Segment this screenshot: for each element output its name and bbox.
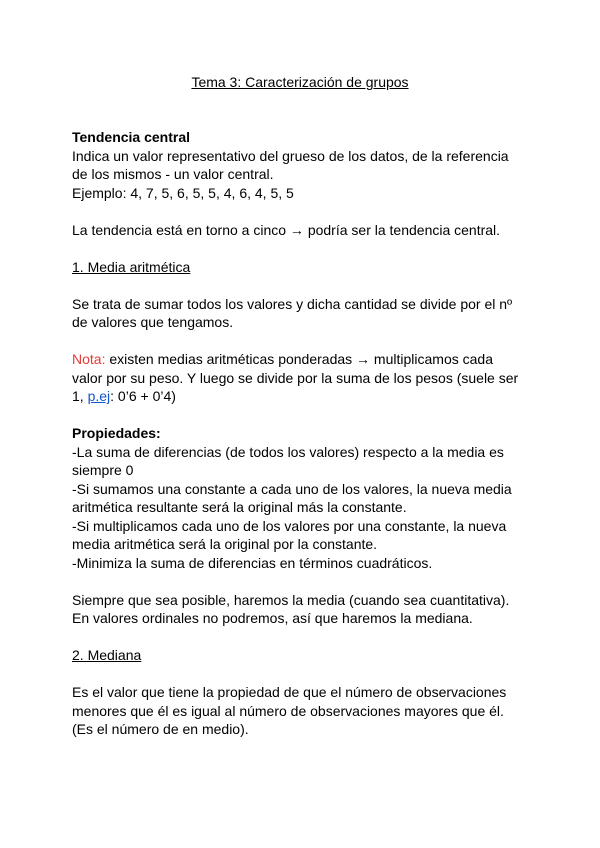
section-heading-propiedades: Propiedades: — [72, 425, 161, 441]
note-text: : 0’6 + 0’4) — [110, 388, 176, 404]
note-line — [72, 387, 532, 406]
property-line: -Si sumamos una constante a cada uno de los valores, la nueva media — [72, 480, 512, 497]
paragraph-line: Es el valor que tiene la propiedad de que el número de observaciones — [72, 684, 507, 700]
property-line: -Si multiplicamos cada uno de los valores por una constante, la nueva — [72, 517, 507, 534]
paragraph-line: de los mismos - un valor central. — [72, 166, 274, 182]
property-line: media aritmética será la original por la constante. — [72, 536, 378, 552]
property-line: siempre 0 — [72, 462, 134, 478]
paragraph-line: (Es el número de en medio). — [72, 721, 249, 737]
section-heading-tendencia: Tendencia central — [72, 129, 191, 145]
paragraph-line: En valores ordinales no podremos, así que haremos la mediana. — [72, 610, 473, 626]
pej-link[interactable]: p.ej — [87, 388, 111, 404]
example-line: Ejemplo: 4, 7, 5, 6, 5, 5, 4, 6, 4, 5, 5 — [72, 184, 294, 201]
note-line: valor por su peso. Y luego se divide por la suma de los pesos (suele ser — [72, 369, 519, 386]
paragraph-line: Se trata de sumar todos los valores y dicha cantidad se divide por el nº — [72, 295, 513, 312]
paragraph-line: de valores que tengamos. — [72, 314, 234, 330]
document-title: Tema 3: Caracterización de grupos — [191, 74, 409, 90]
section-heading-media: 1. Media aritmética — [72, 258, 191, 275]
document-body — [72, 128, 532, 739]
note-text: 1, — [72, 388, 88, 404]
paragraph-line: La tendencia está en torno a cinco → podría ser la tendencia central. — [72, 221, 501, 238]
note-text: existen medias aritméticas ponderadas → multiplicamos cada — [105, 351, 493, 367]
property-line: -Minimiza la suma de diferencias en términos cuadráticos. — [72, 554, 433, 571]
property-line: aritmética resultante será la original más la constante. — [72, 499, 407, 515]
paragraph-line: Siempre que sea posible, haremos la media (cuando sea cuantitativa). — [72, 591, 510, 608]
paragraph-line: Indica un valor representativo del grueso de los datos, de la referencia — [72, 147, 509, 164]
paragraph-line: menores que él es igual al número de observaciones mayores que él. — [72, 702, 504, 719]
property-line: -La suma de diferencias (de todos los valores) respecto a la media es — [72, 443, 504, 460]
section-heading-mediana: 2. Mediana — [72, 647, 142, 663]
note-label: Nota: — [72, 351, 106, 367]
note-line — [72, 350, 532, 369]
